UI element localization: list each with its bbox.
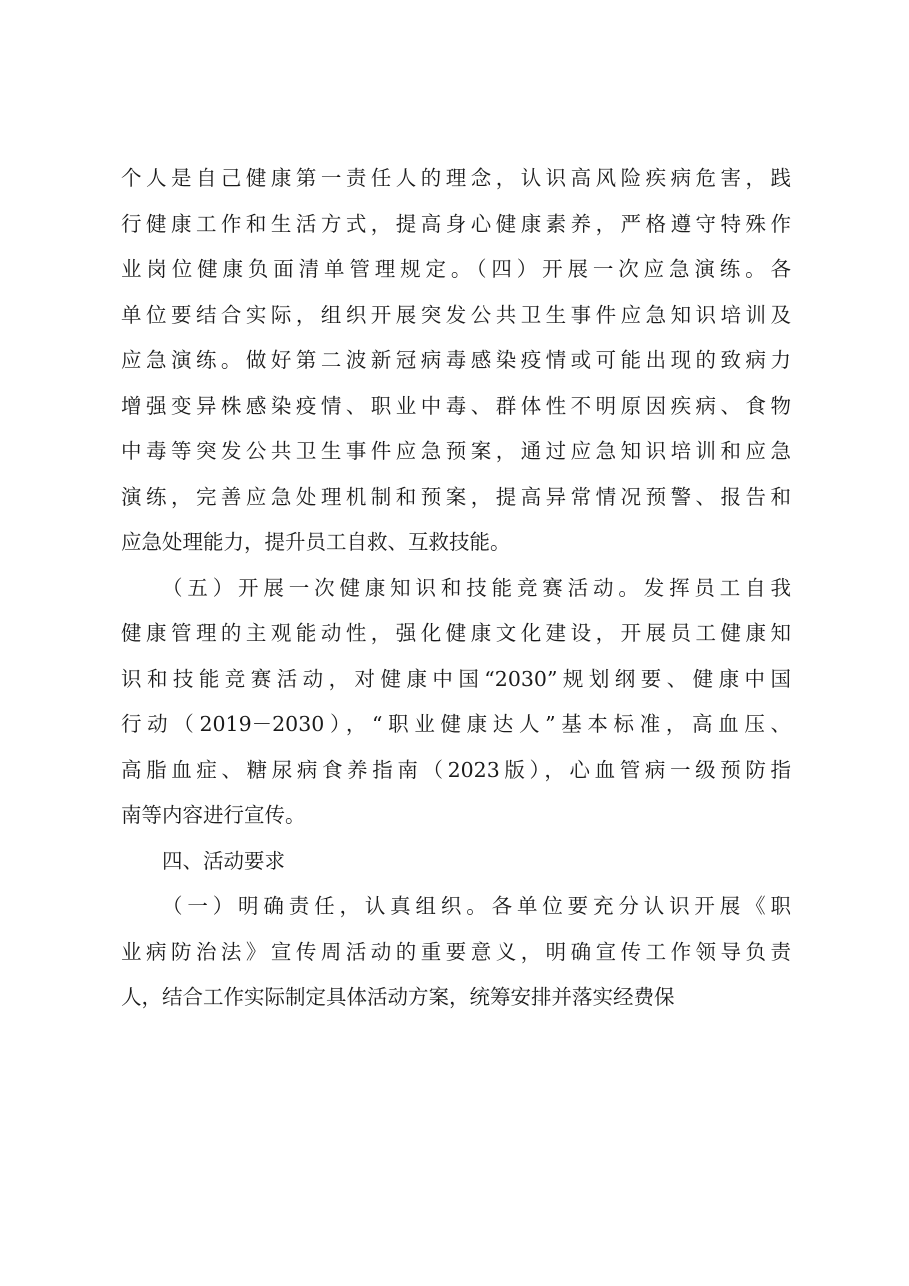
text-line: 四、活动要求 [162, 848, 285, 873]
text-line: 人，结合工作实际制定具体活动方案，统筹安排并落实经费保 [121, 985, 675, 1009]
text-line: 业病防治法》宣传周活动的重要意义，明确宣传工作领导负责 [121, 939, 791, 964]
paragraph-p2 [121, 566, 791, 839]
text-line: 业岗位健康负面清单管理规定。（四）开展一次应急演练。各 [121, 257, 791, 281]
paragraph-p1 [121, 156, 791, 566]
text-line: 演练，完善应急处理机制和预案，提高异常情况预警、报告和 [121, 484, 791, 509]
text-line: 应急演练。做好第二波新冠病毒感染疫情或可能出现的致病力 [121, 348, 791, 372]
text-line: （五）开展一次健康知识和技能竞赛活动。发挥员工自我 [162, 575, 791, 600]
text-line: 健康管理的主观能动性，强化健康文化建设，开展员工健康知 [121, 621, 791, 645]
paragraph-p3 [121, 839, 791, 885]
text-line: 增强变异株感染疫情、职业中毒、群体性不明原因疾病、食物 [121, 393, 791, 418]
text-line: 行动（2019－2030），“职业健康达人”基本标准，高血压、 [121, 712, 791, 736]
text-line: 个人是自己健康第一责任人的理念，认识高风险疾病危害，践 [121, 166, 791, 190]
text-line: 中毒等突发公共卫生事件应急预案，通过应急知识培训和应急 [121, 439, 791, 463]
text-line: 南等内容进行宣传。 [121, 803, 306, 827]
body-text [121, 156, 791, 1021]
text-line: 单位要结合实际，组织开展突发公共卫生事件应急知识培训及 [121, 302, 791, 327]
text-line: 应急处理能力，提升员工自救、互救技能。 [121, 530, 511, 554]
text-line: （一）明确责任，认真组织。各单位要充分认识开展《职 [162, 894, 791, 918]
paragraph-p4 [121, 884, 791, 1021]
text-line: 行健康工作和生活方式，提高身心健康素养，严格遵守特殊作 [121, 211, 791, 236]
text-line: 识和技能竞赛活动，对健康中国“2030”规划纲要、健康中国 [121, 666, 791, 691]
text-line: 高脂血症、糖尿病食养指南（2023版），心血管病一级预防指 [121, 757, 791, 782]
